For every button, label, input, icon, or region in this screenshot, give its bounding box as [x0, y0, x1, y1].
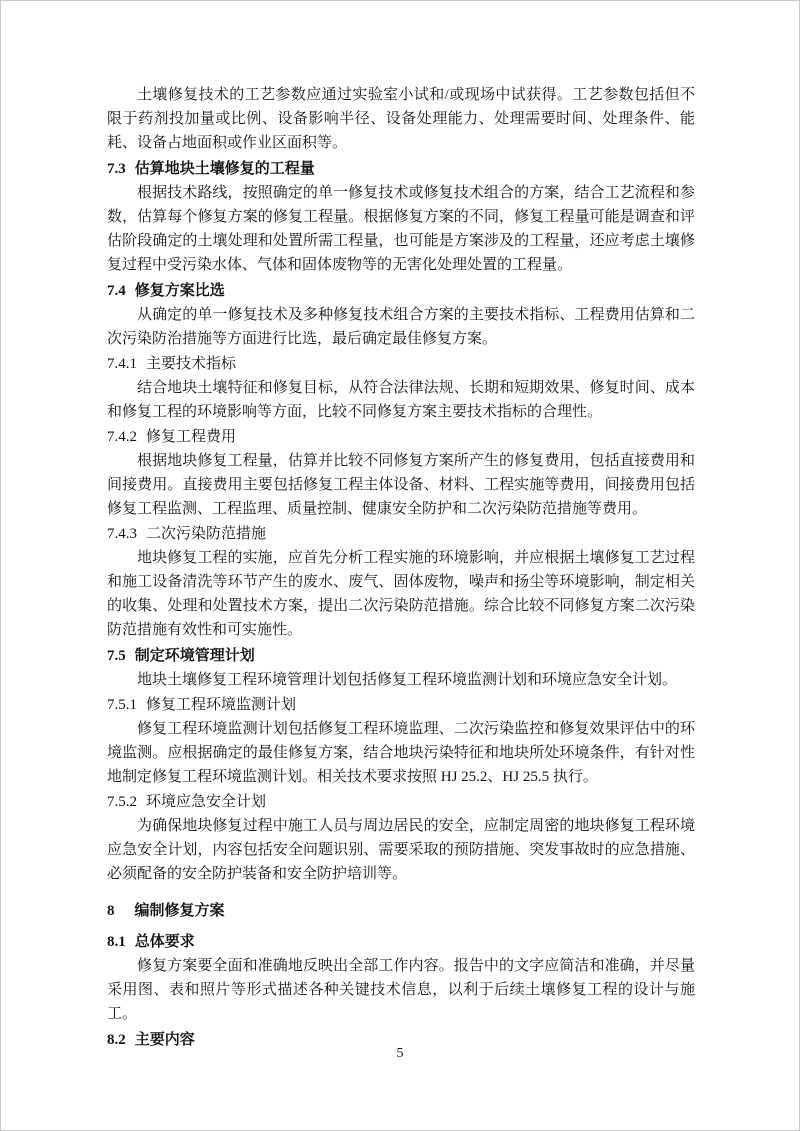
heading-7-5: [107, 646, 695, 665]
heading-7-4-3: [107, 525, 695, 543]
heading-7-5-2: [107, 793, 695, 811]
heading-number: 7.4: [107, 283, 126, 299]
heading-number: 8.2: [107, 1032, 126, 1048]
heading-number: 7.3: [107, 161, 126, 177]
heading-title: 修复工程费用: [146, 429, 237, 445]
page-number: 5: [396, 1046, 404, 1061]
heading-7-4: [107, 281, 695, 300]
heading-number: 7.5.2: [107, 794, 137, 810]
heading-title: 修复方案比选: [134, 281, 225, 299]
heading-7-4-1: [107, 355, 695, 373]
paragraph-intro: 土壤修复技术的工艺参数应通过实验室小试和/或现场中试获得。工艺参数包括但不限于药剂投加量或比例、设备影响半径、设备处理能力、处理需要时间、处理条件、能耗、设备占地面积或作业区面积等。: [107, 87, 695, 151]
heading-title: 编制修复方案: [134, 901, 225, 919]
paragraph-7-4: 从确定的单一修复技术及多种修复技术组合方案的主要技术指标、工程费用估算和二次污染防治措施等方面进行比选，最后确定最佳修复方案。: [107, 307, 695, 347]
heading-number: 7.4.1: [107, 356, 137, 372]
heading-7-3: [107, 159, 695, 178]
paragraph-7-5: 地块土壤修复工程环境管理计划包括修复工程环境监测计划和环境应急安全计划。: [137, 672, 678, 688]
heading-number: 7.4.3: [107, 526, 137, 542]
heading-8-1: [107, 932, 695, 951]
paragraph-7-5-2: 为确保地块修复过程中施工人员与周边居民的安全，应制定周密的地块修复工程环境应急安全计划，内容包括安全问题识别、需要采取的预防措施、突发事故时的应急措施、必须配备的安全防护装备和安全防护培训等。: [107, 818, 695, 882]
heading-title: 总体要求: [134, 932, 195, 950]
paragraph-7-3: 根据技术路线，按照确定的单一修复技术或修复技术组合的方案，结合工艺流程和参数，估算每个修复方案的修复工程量。根据修复方案的不同，修复工程量可能是调查和评估阶段确定的土壤处理和处置所需工程量，也可能是方案涉及的工程量，还应考虑土壤修复过程中受污染水体、气体和固体废物等的无害化处理处置的工程量。: [107, 185, 695, 273]
paragraph-7-4-2: 根据地块修复工程量，估算并比较不同修复方案所产生的修复费用，包括直接费用和间接费用。直接费用主要包括修复工程主体设备、材料、工程实施等费用，间接费用包括修复工程监测、工程监理、质量控制、健康安全防护和二次污染防范措施等费用。: [107, 453, 695, 517]
heading-8: [107, 900, 695, 921]
paragraph-7-5-1: 修复工程环境监测计划包括修复工程环境监理、二次污染监控和修复效果评估中的环境监测。应根据确定的最佳修复方案，结合地块污染特征和地块所处环境条件，有针对性地制定修复工程环境监测计划。相关技术要求按照 HJ 25.2、HJ 25.5 执行。: [107, 721, 695, 785]
heading-7-4-2: [107, 428, 695, 446]
heading-title: 制定环境管理计划: [134, 646, 255, 664]
heading-title: 估算地块土壤修复的工程量: [134, 159, 315, 177]
heading-number: 8.1: [107, 934, 126, 950]
paragraph-7-4-1: 结合地块土壤特征和修复目标，从符合法律法规、长期和短期效果、修复时间、成本和修复工程的环境影响等方面，比较不同修复方案主要技术指标的合理性。: [107, 380, 695, 420]
heading-number: 7.5.1: [107, 697, 137, 713]
heading-title: 主要内容: [134, 1030, 195, 1048]
document-content: [107, 83, 695, 1052]
heading-title: 环境应急安全计划: [146, 794, 267, 810]
heading-number: 7.5: [107, 648, 126, 664]
heading-number: 7.4.2: [107, 429, 137, 445]
heading-number: 8: [107, 903, 115, 919]
heading-title: 二次污染防范措施: [146, 526, 267, 542]
heading-7-5-1: [107, 696, 695, 714]
heading-title: 修复工程环境监测计划: [146, 697, 297, 713]
paragraph-8-1: 修复方案要全面和准确地反映出全部工作内容。报告中的文字应简洁和准确，并尽量采用图、表和照片等形式描述各种关键技术信息，以利于后续土壤修复工程的设计与施工。: [107, 958, 695, 1022]
paragraph-7-4-3: 地块修复工程的实施，应首先分析工程实施的环境影响，并应根据土壤修复工艺过程和施工设备清洗等环节产生的废水、废气、固体废物，噪声和扬尘等环境影响，制定相关的收集、处理和处置技术方案，提出二次污染防范措施。综合比较不同修复方案二次污染防范措施有效性和可实施性。: [107, 550, 695, 638]
heading-title: 主要技术指标: [146, 356, 237, 372]
